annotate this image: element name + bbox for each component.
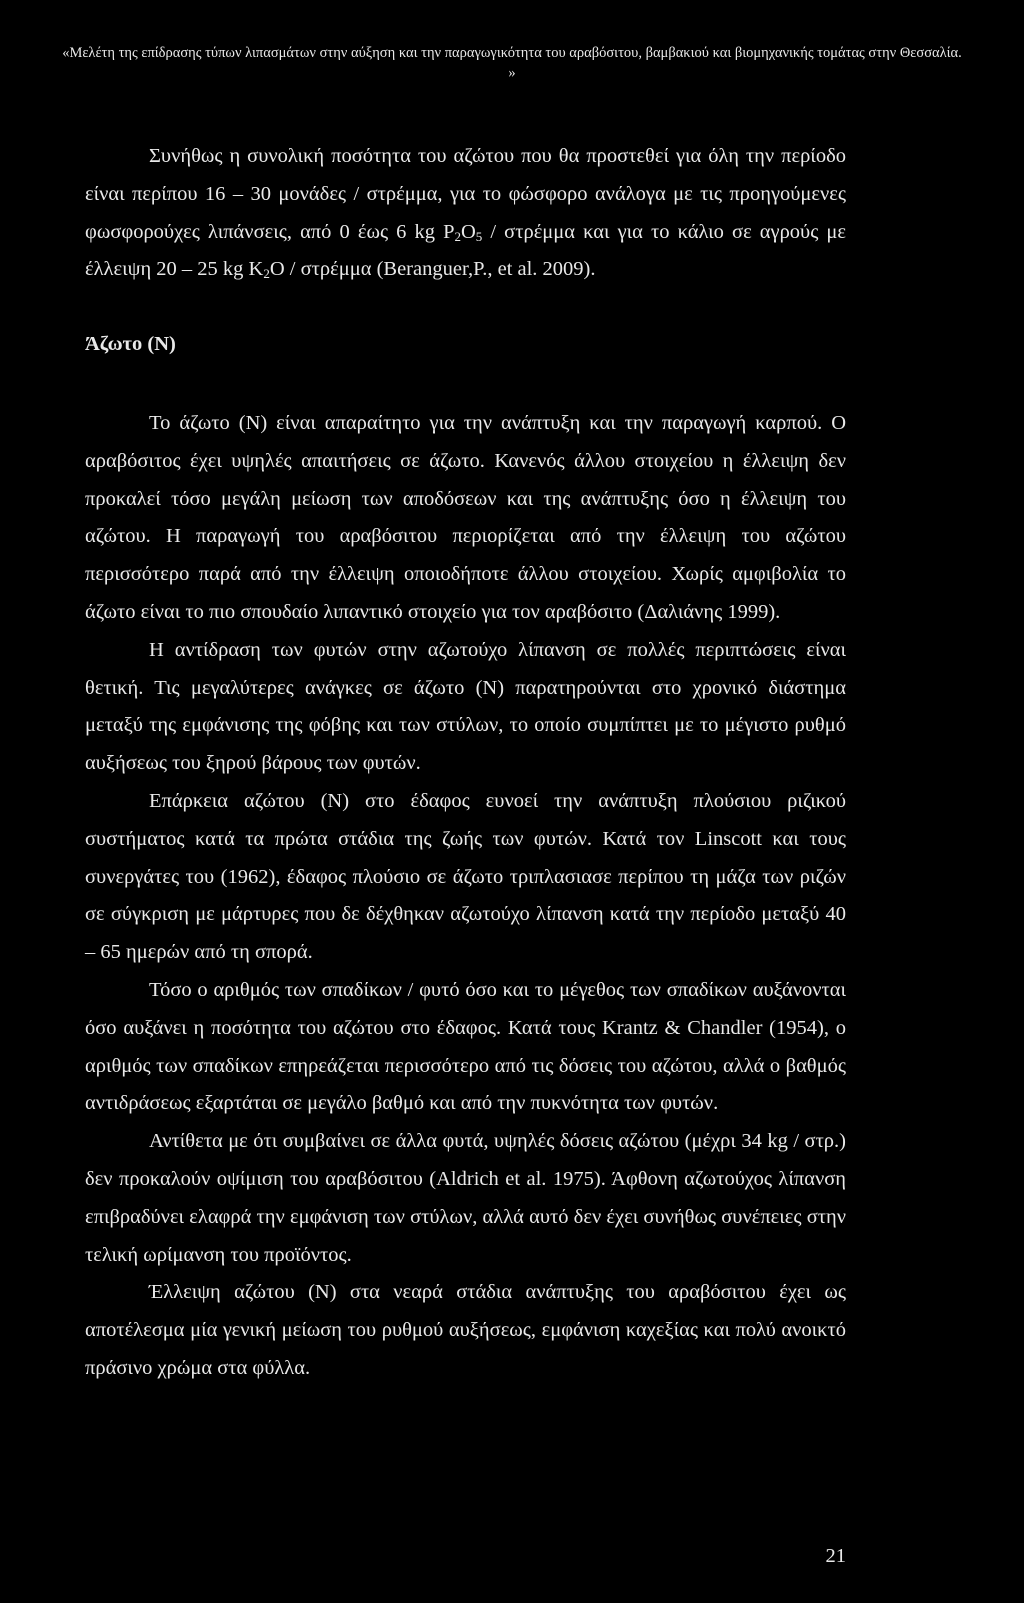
intro-text-part-3: O / στρέμμα (Beranguer,P., et al. 2009). bbox=[269, 258, 596, 281]
intro-text-part-2: / στρέμμα και για το κάλιο σε αγρούς με έλλειψη 20 – 25 kg K bbox=[85, 220, 847, 281]
page-number: 21 bbox=[825, 1545, 846, 1567]
paragraph: Τόσο ο αριθμός των σπαδίκων / φυτό όσο και το μέγεθος των σπαδίκων αυξάνονται όσο αυξάνει η ποσότητα του αζώτου στο έδαφος. Κατά τους Krantz & Chandler (1954), ο αριθμός των σπαδίκων επηρεάζεται περισσότερο από τις δόσεις του αζώτου, αλλά ο βαθμός αντιδράσεως εξαρτάται σε μεγάλο βαθμό και από την πυκνότητα των φυτών. bbox=[85, 978, 846, 1115]
paragraph: Αντίθετα με ότι συμβαίνει σε άλλα φυτά, υψηλές δόσεις αζώτου (μέχρι 34 kg / στρ.) δεν προκαλούν οψίμιση του αραβόσιτου (Aldrich et al. 1975). Άφθονη αζωτούχος λίπανση επιβραδύνει ελαφρά την εμφάνιση των στύλων, αλλά αυτό δεν έχει συνήθως συνέπειες στην τελική ωρίμανση του προϊόντος. bbox=[85, 1130, 846, 1266]
p2o5-oxygen: O bbox=[460, 220, 476, 243]
section-heading-nitrogen: Άζωτο (N) bbox=[85, 333, 176, 355]
paragraph: Το άζωτο (N) είναι απαραίτητο για την ανάπτυξη και την παραγωγή καρπού. Ο αραβόσιτος έχει υψηλές απαιτήσεις σε άζωτο. Κανενός άλλου στοιχείου η έλλειψη δεν προκαλεί τόσο μεγάλη μείωση των αποδόσεων και της ανάπτυξης όσο η έλλειψη του αζώτου. Η παραγωγή του αραβόσιτου περιορίζεται από την έλλειψη του αζώτου περισσότερο παρά από την έλλειψη οποιοδήποτε άλλου στοιχείου. Χωρίς αμφιβολία το άζωτο είναι το πιο σπουδαίο λιπαντικό στοιχείο για τον αραβόσιτο (Δαλιάνης 1999). bbox=[85, 412, 846, 623]
intro-paragraph bbox=[85, 138, 846, 289]
p2o5-subscript-2: 2 bbox=[454, 228, 461, 244]
p2o5-subscript-5: 5 bbox=[475, 228, 483, 244]
running-header: «Μελέτη της επίδρασης τύπων λιπασμάτων στην αύξηση και την παραγωγικότητα του αραβόσιτου, βαμβακιού και βιομηχανικής τομάτας στην Θεσσαλία. » bbox=[62, 45, 962, 81]
paragraph: Η αντίδραση των φυτών στην αζωτούχο λίπανση σε πολλές περιπτώσεις είναι θετική. Τις μεγαλύτερες ανάγκες σε άζωτο (N) παρατηρούνται στο χρονικό διάστημα μεταξύ της εμφάνισης της φόβης και των στύλων, το οποίο συμπίπτει με το μέγιστο ρυθμό αυξήσεως του ξηρού βάρους των φυτών. bbox=[85, 638, 846, 775]
paragraph: Έλλειψη αζώτου (N) στα νεαρά στάδια ανάπτυξης του αραβόσιτου έχει ως αποτέλεσμα μία γενική μείωση του ρυθμού αυξήσεως, εμφάνιση καχεξίας και πολύ ανοικτό πράσινο χρώμα στα φύλλα. bbox=[85, 1281, 846, 1379]
intro-text-part-1: Συνήθως η συνολική ποσότητα του αζώτου που θα προστεθεί για όλη την περίοδο είναι περίπου 16 – 30 μονάδες / στρέμμα, για το φώσφορο ανάλογα με τις προηγούμενες φωσφορούχες λιπάνσεις, από 0 έως 6 kg P bbox=[85, 145, 846, 243]
paragraph: Επάρκεια αζώτου (N) στο έδαφος ευνοεί την ανάπτυξη πλούσιου ριζικού συστήματος κατά τα πρώτα στάδια της ζωής των φυτών. Κατά τον Linscott και τους συνεργάτες του (1962), έδαφος πλούσιο σε άζωτο τριπλασιασε περίπου τη μάζα των ριζών σε σύγκριση με μάρτυρες που δε δέχθηκαν αζωτούχο λίπανση κατά την περίοδο μεταξύ 40 – 65 ημερών από τη σπορά. bbox=[85, 789, 846, 964]
section-body bbox=[85, 405, 846, 1388]
k2o-subscript-2: 2 bbox=[263, 266, 270, 282]
